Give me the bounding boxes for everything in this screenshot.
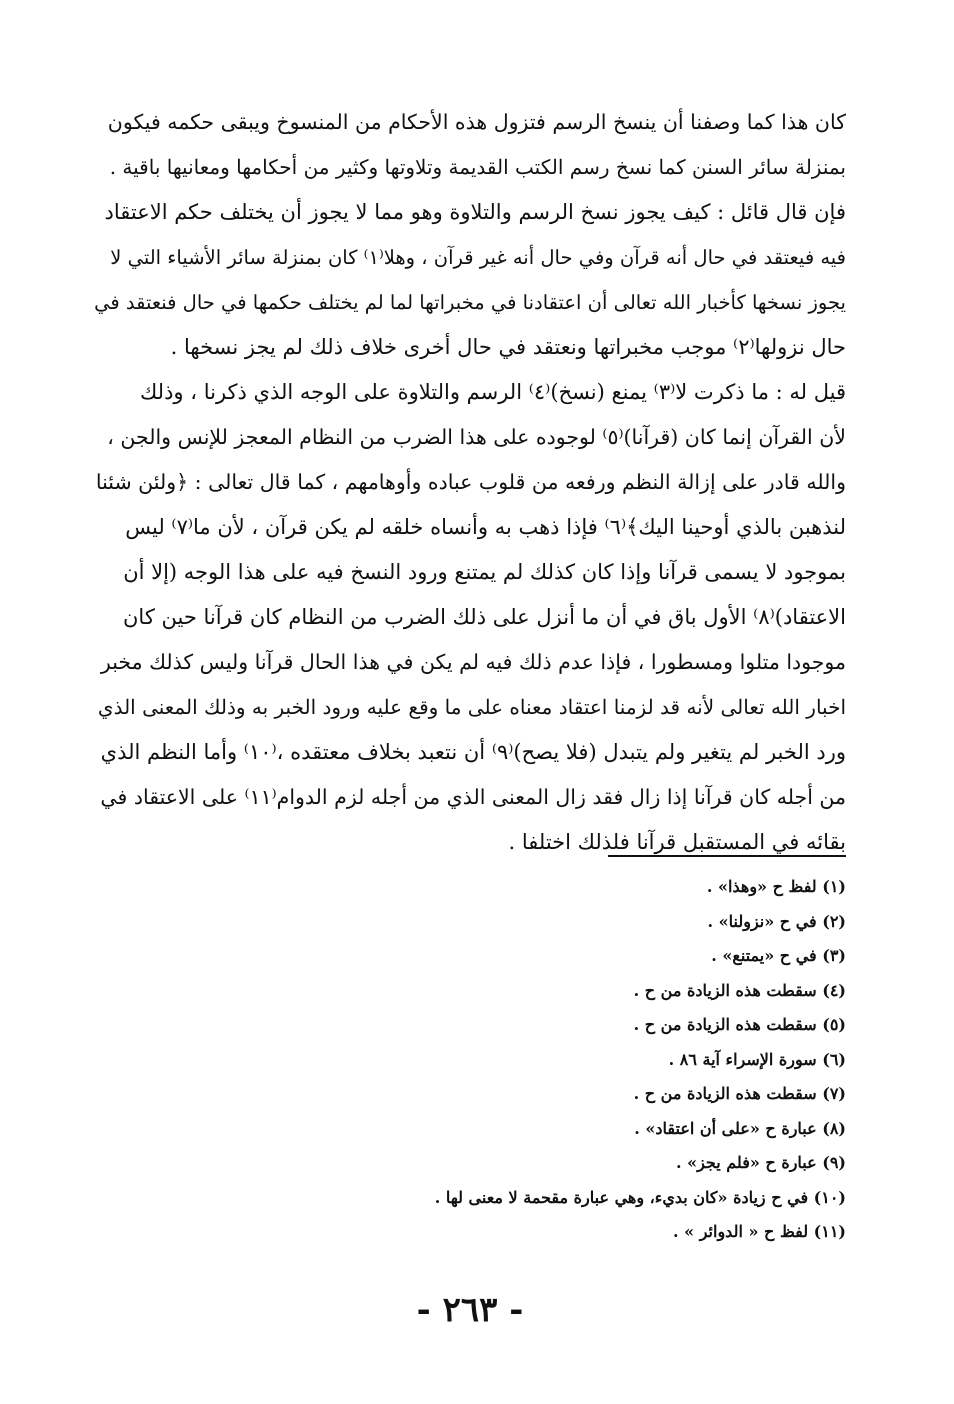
text-line: فإن قال قائل : كيف يجوز نسخ الرسم والتلاوة وهو مما لا يجوز أن يختلف حكم الاعتقاد xyxy=(104,200,846,224)
footnote-item: (٨) عبارة ح «على أن اعتقاد» . xyxy=(634,1118,846,1138)
text-line: فيه فيعتقد في حال أنه قرآن وفي حال أنه غير قرآن ، وهلا⁽١⁾ كان بمنزلة سائر الأشياء التي لا xyxy=(110,246,846,269)
text-line: اخبار الله تعالى لأنه قد لزمنا اعتقاد معناه على ما وقع عليه ورود الخبر به وذلك المعنى الذي xyxy=(97,695,846,719)
footnotes xyxy=(430,870,846,1250)
text-line: يجوز نسخها كأخبار الله تعالى أن اعتقادنا في مخبراتها لما لم يختلف حكمها في حال فنعتقد في xyxy=(94,291,846,314)
text-line: من أجله كان قرآنا إذا زال فقد زال المعنى الذي من أجله لزم الدوام⁽١١⁾ على الاعتقاد في xyxy=(100,785,846,809)
text-line: لأن القرآن إنما كان (قرآنا)⁽٥⁾ لوجوده على هذا الضرب من النظام المعجز للإنس والجن ، xyxy=(107,425,846,449)
text-line: موجودا متلوا ومسطورا ، فإذا عدم ذلك فيه لم يكن في هذا الحال قرآنا وليس كذلك مخبر xyxy=(100,650,846,674)
footnote-item: (٦) سورة الإسراء آية ٨٦ . xyxy=(668,1049,846,1069)
footnote-item: (١١) لفظ ح « الدوائر » . xyxy=(673,1222,846,1241)
text-line: ورد الخبر لم يتغير ولم يتبدل (فلا يصح)⁽٩⁾ أن نتعبد بخلاف معتقده ،⁽١٠⁾ وأما النظم الذي xyxy=(100,740,846,764)
footnote-item: (٧) سقطت هذه الزيادة من ح . xyxy=(633,1084,846,1103)
text-line: والله قادر على إزالة النظم ورفعه من قلوب عباده وأوهامهم ، كما قال تعالى : ﴿ولئن شئنا xyxy=(95,470,846,494)
footnote-item: (١٠) في ح زيادة «كان بديء، وهي عبارة مقحمة لا معنى لها . xyxy=(434,1187,846,1207)
text-line: الاعتقاد)⁽٨⁾ الأول باق في أن ما أنزل على ذلك الضرب من النظام كان قرآنا حين كان xyxy=(123,605,846,629)
text-line: كان هذا كما وصفنا أن ينسخ الرسم فتزول هذه الأحكام من المنسوخ ويبقى حكمه فيكون xyxy=(107,110,846,134)
footnote-item: (٢) في ح «نزولنا» . xyxy=(707,911,846,931)
text-line: بموجود لا يسمى قرآنا وإذا كان كذلك لم يمتنع ورود النسخ فيه على هذا الوجه (إلا أن xyxy=(123,560,846,584)
footnote-item: (٤) سقطت هذه الزيادة من ح . xyxy=(633,980,846,1000)
footnote-item: (٩) عبارة ح «فلم يجز» . xyxy=(675,1153,846,1172)
page-number: - ٢٦٣ - xyxy=(416,1290,524,1330)
text-line: قيل له : ما ذكرت لا⁽٣⁾ يمنع (نسخ)⁽٤⁾ الرسم والتلاوة على الوجه الذي ذكرنا ، وذلك xyxy=(139,380,846,404)
text-line: بمنزلة سائر السنن كما نسخ رسم الكتب القديمة وتلاوتها وكثير من أحكامها ومعانيها باقية . xyxy=(109,155,846,179)
main-text xyxy=(94,100,846,865)
footnote-divider xyxy=(608,855,846,857)
text-line: لنذهبن بالذي أوحينا اليك﴾⁽٦⁾ فإذا ذهب به وأنساه خلقه لم يكن قرآن ، لأن ما⁽٧⁾ ليس xyxy=(125,515,846,539)
footnote-item: (١) لفظ ح «وهذا» . xyxy=(706,877,846,896)
text-line: حال نزولها⁽٢⁾ موجب مخبراتها ونعتقد في حال أخرى خلاف ذلك لم يجز نسخها . xyxy=(170,335,846,359)
footnote-item: (٣) في ح «يمتنع» . xyxy=(711,946,846,965)
text-line: بقائه في المستقبل قرآنا فلذلك اختلفا . xyxy=(508,830,846,854)
footnote-item: (٥) سقطت هذه الزيادة من ح . xyxy=(633,1015,846,1034)
